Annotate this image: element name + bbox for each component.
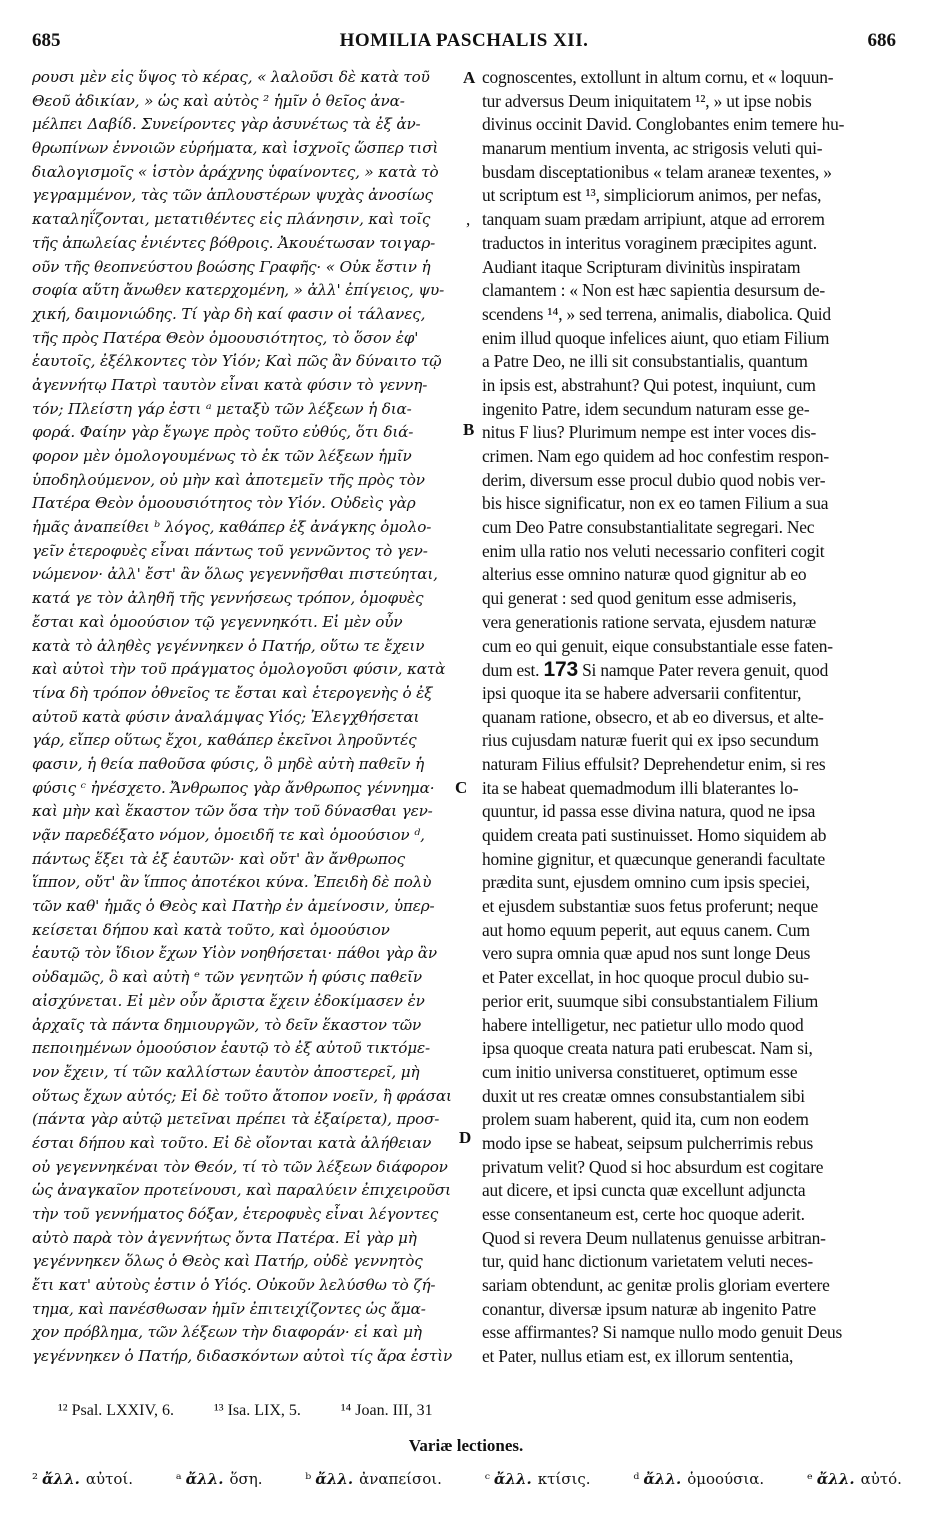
greek-line: αὐτὸ παρὰ τὸν ἀγεννήτως ὄντα Πατέρα. Εἰ γὰρ μὴ bbox=[32, 1228, 417, 1247]
latin-line: Quod si revera Deum nullatenus genuisse arbitran- bbox=[482, 1227, 826, 1248]
latin-line: alterius esse omnino naturæ quod gignitur ab eo bbox=[482, 564, 807, 585]
running-title: HOMILIA PASCHALIS XII. bbox=[339, 30, 589, 51]
variant-sigil: ᶜ bbox=[484, 1470, 490, 1488]
greek-line: ἀρχαῖς τὰ πάντα δημιουργῶν, τὸ δεῖν ἕκαστον τῶν bbox=[32, 1015, 422, 1034]
greek-line: σοφία αὕτη ἄνωθεν κατερχομένη, » ἀλλ' ἐπίγειος, ψυ- bbox=[32, 281, 445, 300]
greek-line: νον ἔχειν, τί τῶν καλλίστων ἑαυτὸν ἀποστερεῖ, μὴ bbox=[32, 1062, 420, 1081]
greek-line: νώμενον· ἀλλ' ἔστ' ἂν ὅλως γεγεννῆσθαι πιστεύηται, bbox=[32, 565, 438, 584]
latin-line: perior erit, suumque sibi consubstantialem Filium bbox=[482, 990, 819, 1011]
greek-line: τῶν καθ' ἡμᾶς ὁ Θεὸς καὶ Πατὴρ ἐν ἀμείνοσιν, ὑπερ- bbox=[32, 897, 435, 916]
latin-line: tur adversus Deum iniquitatem ¹², » ut ipse nobis bbox=[482, 90, 812, 111]
latin-line: cognoscentes, extollunt in altum cornu, et « loquun- bbox=[482, 67, 834, 87]
latin-line: privatum velit? Quod si hoc absurdum est cogitare bbox=[482, 1156, 824, 1177]
greek-line: ἔσται καὶ ὁμοούσιον τῷ γεγεννηκότι. Εἰ μὲν οὖν bbox=[32, 612, 403, 631]
variant-reading bbox=[807, 1470, 902, 1488]
variant-abbrev: ἄλλ. bbox=[643, 1470, 682, 1488]
greek-line: ἡμᾶς ἀναπείθει ᵇ λόγος, καθάπερ ἐξ ἀνάγκης ὁμολο- bbox=[32, 518, 432, 537]
latin-line: in ipsis est, abstrahunt? Qui potest, inquiunt, cum bbox=[482, 374, 816, 395]
latin-line: scendens ¹⁴, » sed terrena, animalis, diabolica. Quid bbox=[482, 303, 831, 324]
greek-line: φορά. Φαίην γὰρ ἔγωγε πρὸς τοῦτο εὐθύς, ὅτι διά- bbox=[32, 423, 414, 442]
latin-line: naturam Filius effulsit? Deprehendetur enim, si res bbox=[482, 753, 826, 774]
latin-line: bis hisce significatur, non ex eo tamen Filium a sua bbox=[482, 493, 829, 514]
latin-line: enim illud quoque infelices aiunt, quo etiam Filium bbox=[482, 327, 830, 348]
footnote-13: ¹³ Isa. LIX, 5. bbox=[213, 1402, 301, 1419]
column-number: 173 bbox=[543, 658, 578, 682]
latin-line: enim ulla ratio nos veluti necessario confiteri cogit bbox=[482, 540, 825, 561]
variant-readings bbox=[32, 1470, 902, 1488]
latin-line: quidem creata pati sustinuisset. Homo siquidem ab bbox=[482, 825, 827, 845]
latin-line: a Patre Deo, ne illi sit consubstantialis, quantum bbox=[482, 351, 808, 372]
footnote-14: ¹⁴ Joan. III, 31 bbox=[340, 1402, 433, 1419]
latin-line: aut dicere, et ipsi cuncta quæ excellunt adjuncta bbox=[482, 1180, 806, 1201]
greek-line: ἀγεννήτῳ Πατρὶ ταυτὸν εἶναι κατὰ φύσιν τὸ γεννη- bbox=[32, 375, 428, 394]
section-marker-c: C bbox=[455, 778, 468, 797]
latin-line: vera generationis ratione servata, ejusdem naturæ bbox=[482, 611, 817, 632]
variant-sigil: ² bbox=[32, 1470, 39, 1488]
latin-line: traductos in interitus voraginem præcipites agunt. bbox=[482, 232, 817, 253]
latin-line: prolem suam haberent, quid ita, cum non eodem bbox=[482, 1109, 809, 1130]
greek-line: τόν; Πλείστη γάρ ἐστι ᵃ μεταξὺ τῶν λέξεων ἡ δια- bbox=[32, 399, 412, 418]
page-number-right: 686 bbox=[867, 30, 896, 51]
latin-line bbox=[482, 658, 828, 682]
greek-line: πάντως ἕξει τὰ ἐξ ἑαυτῶν· καὶ οὔτ' ἂν ἄνθρωπος bbox=[32, 849, 405, 868]
greek-line: (πάντα γὰρ αὐτῷ μετεῖναι πρέπει τὰ ἐξαίρετα), προσ- bbox=[32, 1110, 440, 1129]
greek-line: διαλογισμοῖς « ἱστὸν ἀράχνης ὑφαίνοντες, » κατὰ τὸ bbox=[32, 162, 439, 181]
latin-line: tanquam suam prædam arripiunt, atque ad errorem bbox=[482, 209, 825, 230]
variant-reading bbox=[176, 1470, 263, 1488]
latin-line: nitus F lius? Plurimum nempe est inter voces dis- bbox=[482, 422, 817, 443]
latin-line: cum eo qui genuit, eique consubstantiale esse faten- bbox=[482, 635, 833, 656]
latin-line: quanam ratione, obsecro, et ab eo diversus, et alte- bbox=[482, 706, 824, 727]
latin-line: tur, quid hanc dictionum varietatem veluti neces- bbox=[482, 1251, 813, 1272]
greek-line: οὐ γεγεννηκέναι τὸν Θεόν, τί τὸ τῶν λέξεων διάφορον bbox=[32, 1157, 448, 1176]
greek-line: ὑποδηλούμενον, οὐ μὴν καὶ ἀποτεμεῖν τῆς πρὸς τὸν bbox=[32, 470, 425, 489]
greek-line: τὴν τοῦ γεννήματος δόξαν, ἑτεροφυὲς εἶναι λέγοντες bbox=[32, 1205, 439, 1223]
greek-line: γεῖν ἑτεροφυὲς εἶναι πάντως τοῦ γεννῶντος τὸ γεν- bbox=[32, 541, 428, 560]
footnote-12: ¹² Psal. LXXIV, 6. bbox=[58, 1402, 174, 1419]
latin-line: qui generat : sed quod genitum esse admiseris, bbox=[482, 588, 797, 609]
latin-line: homine gignitur, et quæcunque generandi facultate bbox=[482, 848, 825, 869]
greek-line: θρωπίνων ἐννοιῶν εὑρήματα, καὶ ἰσχνοῖς ὥσπερ τισὶ bbox=[32, 139, 439, 158]
variant-text: ἀναπείσοι. bbox=[359, 1470, 442, 1488]
section-marker-b: B bbox=[463, 420, 475, 439]
greek-line: πεποιημένων ὁμοούσιον ἑαυτῷ τὸ ἐξ αὐτοῦ τικτόμε- bbox=[32, 1039, 430, 1058]
variant-text: αὐτό. bbox=[860, 1470, 902, 1488]
latin-line: cum Deo Patre consubstantialitate segregari. Nec bbox=[482, 517, 815, 538]
variant-text: κτίσις. bbox=[537, 1470, 591, 1488]
greek-line: ὡς ἀναγκαῖον προτείνουσι, καὶ παραλύειν ἐπιχειροῦσι bbox=[32, 1181, 451, 1200]
latin-line: clamantem : « Non est hæc sapientia desursum de- bbox=[482, 280, 825, 301]
variant-sigil: ᵃ bbox=[175, 1470, 182, 1488]
greek-text-column bbox=[32, 66, 462, 1369]
latin-line: crimen. Nam ego quidem ad hoc confestim respon- bbox=[482, 446, 829, 466]
latin-line: prædita sunt, ejusdem omnino cum ipsis speciei, bbox=[482, 872, 810, 893]
variant-abbrev: ἄλλ. bbox=[493, 1470, 532, 1488]
latin-text-column bbox=[482, 66, 898, 1369]
latin-line: ut scriptum est ¹³, simpliciorum animos, per nefas, bbox=[482, 185, 822, 206]
latin-line: Audiant itaque Scripturam divinitùs inspiratam bbox=[482, 256, 801, 277]
greek-line: καταληΐζονται, μετατιθέντες εἰς πλάνησιν, καὶ τοῖς bbox=[32, 210, 431, 229]
variant-sigil: ᵉ bbox=[806, 1470, 813, 1488]
greek-line: ρουσι μὲν εἰς ὕψος τὸ κέρας, « λαλοῦσι δὲ κατὰ τοῦ bbox=[32, 68, 430, 86]
variant-abbrev: ἄλλ. bbox=[42, 1470, 80, 1488]
greek-line: τῆς πρὸς Πατέρα Θεὸν ὁμοουσιότητος, τὸ ὅσον ἐφ' bbox=[32, 328, 419, 347]
latin-line: ipsi quoque ita se habere adversarii confitentur, bbox=[482, 682, 802, 703]
latin-line: ipsa quoque creata natura pati erubescat. Nam si, bbox=[482, 1038, 813, 1059]
variant-reading bbox=[633, 1470, 764, 1488]
greek-line: γεγέννηκεν ὅλως ὁ Θεὸς καὶ Πατήρ, οὐδὲ γεννητὸς bbox=[32, 1252, 423, 1271]
latin-line: ingenito Patre, idem secundum naturam esse ge- bbox=[482, 398, 810, 419]
latin-line: divinus occinit David. Conglobantes enim temere hu- bbox=[482, 114, 845, 135]
greek-line: νᾷν παρεδέξατο νόμον, ὁμοειδῆ τε καὶ ὁμοούσιον ᵈ, bbox=[32, 826, 425, 844]
greek-line: ἵππον, οὔτ' ἂν ἵππος ἀποτέκοι κύνα. Ἐπειδὴ δὲ πολὺ bbox=[32, 873, 432, 892]
greek-line: αἰσχύνεται. Εἰ μὲν οὖν ἄριστα ἔχειν ἐδοκίμασεν ἐν bbox=[32, 991, 425, 1010]
latin-line: busdam disceptationibus « telam araneæ texentes, » bbox=[482, 161, 832, 182]
latin-line: quuntur, id passa esse divina natura, quod ne ipsa bbox=[482, 801, 816, 822]
greek-line: κατὰ τὸ ἀληθὲς γεγέννηκεν ὁ Πατήρ, οὕτω τε ἔχειν bbox=[32, 636, 425, 655]
section-marker-d: D bbox=[459, 1128, 472, 1147]
latin-line: esse affirmantes? Si namque nullo modo genuit Deus bbox=[482, 1322, 843, 1343]
variant-abbrev: ἄλλ. bbox=[816, 1470, 855, 1488]
latin-line: modo ipse se habeat, seipsum pulcherrimis rebus bbox=[482, 1132, 814, 1153]
section-marker-a: A bbox=[463, 68, 476, 87]
variant-sigil: ᵇ bbox=[305, 1470, 312, 1488]
latin-line-part: dum est. bbox=[482, 660, 544, 681]
greek-line: Πατέρα Θεὸν ὁμοουσιότητος τὸν Υἱόν. Οὐδεὶς γὰρ bbox=[32, 494, 416, 513]
page-header bbox=[32, 30, 896, 58]
latin-line: duxit ut res creatæ omnes consubstantialem sibi bbox=[482, 1085, 805, 1106]
greek-line: τίνα δὴ τρόπον ὀθνεῖος τε ἔσται καὶ ἑτερογενὴς ὁ ἐξ bbox=[32, 683, 433, 702]
variant-reading bbox=[485, 1470, 591, 1488]
page-number-left: 685 bbox=[32, 30, 61, 51]
variant-text: ὁμοούσια. bbox=[687, 1470, 765, 1488]
latin-line: cum initio universa constitueret, optimum esse bbox=[482, 1061, 798, 1082]
latin-line: vero supra omnia quæ apud nos sunt longe Deus bbox=[482, 943, 811, 964]
latin-line: aut homo equum peperit, aut equus canem. Cum bbox=[482, 919, 810, 940]
latin-line: habere intelligetur, nec patietur ullo modo quod bbox=[482, 1014, 804, 1035]
footnotes bbox=[58, 1402, 878, 1420]
greek-line: φύσις ᶜ ἠνέσχετο. Ἄνθρωπος γὰρ ἄνθρωπος γέννημα· bbox=[32, 778, 435, 797]
latin-line: conantur, diversæ ipsum naturæ ab ingenito Patre bbox=[482, 1298, 817, 1319]
latin-line: manarum mentium inventa, ac strigosis veluti qui- bbox=[482, 138, 823, 159]
latin-line: et ejusdem substantiæ suos fetus proferunt; neque bbox=[482, 896, 819, 917]
greek-line: γεγραμμένον, τὰς τῶν ἁπλουστέρων ψυχὰς ἀνοσίως bbox=[32, 186, 433, 205]
variant-reading bbox=[32, 1470, 133, 1488]
greek-line: καὶ μὴν καὶ ἕκαστον τῶν ὅσα τὴν τοῦ δύνασθαι γεν- bbox=[32, 802, 433, 821]
greek-line: καὶ αὐτοὶ τὴν τοῦ πράγματος ὁμολογοῦσι φύσιν, κατὰ bbox=[32, 660, 446, 679]
variant-abbrev: ἄλλ. bbox=[185, 1470, 224, 1488]
greek-line: αὐτοῦ κατὰ φύσιν ἀναλάμψας Υἱός; Ἐλεγχθήσεται bbox=[32, 707, 420, 726]
greek-line: Θεοῦ ἀδικίαν, » ὡς καὶ αὐτὸς ² ἡμῖν ὁ θεῖος ἀνα- bbox=[32, 91, 405, 110]
variant-text: αὐτοί. bbox=[85, 1470, 134, 1488]
greek-line: χον πρόβλημα, τῶν λέξεων τὴν διαφοράν· εἰ καὶ μὴ bbox=[32, 1323, 422, 1342]
greek-line: οὐδαμῶς, ὃ καὶ αὐτὴ ᵉ τῶν γενητῶν ἡ φύσις παθεῖν bbox=[32, 968, 422, 987]
greek-line: μέλπει Δαβίδ. Συνείροντες γὰρ ἀσυνέτως τὰ ἐξ ἀν- bbox=[32, 115, 421, 134]
latin-line-part: Si namque Pater revera genuit, quod bbox=[577, 660, 829, 681]
greek-line: χική, δαιμονιώδης. Τί γὰρ δὴ καί φασιν οἱ τάλανες, bbox=[32, 304, 426, 323]
greek-line: τῆς ἀπωλείας ἐνιέντες βόθροις. Ἀκουέτωσαν τοιγαρ- bbox=[32, 233, 436, 252]
latin-line: sariam obtendunt, ac genitæ prolis gloriam evertere bbox=[482, 1275, 830, 1296]
greek-line: ἑαυτοῖς, ἐξέλκοντες τὸν Υἱόν; Καὶ πῶς ἂν δύναιτο τῷ bbox=[32, 352, 442, 371]
latin-line: ita se habeat quemadmodum illi blaterantes lo- bbox=[482, 777, 799, 798]
variant-reading bbox=[305, 1470, 442, 1488]
variant-abbrev: ἄλλ. bbox=[315, 1470, 354, 1488]
greek-line: οῦν τῆς θεοπνεύστου βοώσης Γραφῆς· « Οὐκ ἔστιν ἡ bbox=[32, 257, 431, 276]
latin-line: rius cujusdam naturæ fuerit qui ex ipso secundum bbox=[482, 730, 819, 751]
greek-line: γάρ, εἴπερ οὕτως ἔχοι, καθάπερ ἐκεῖνοι ληροῦντές bbox=[32, 731, 417, 750]
latin-line: esse consentaneum est, certe hoc quoque aderit. bbox=[482, 1204, 805, 1224]
greek-line: φασιν, ἡ θεία παθοῦσα φύσις, ὃ μηδὲ αὐτὴ παθεῖν ἡ bbox=[32, 754, 425, 773]
greek-line: κατά γε τὸν ἀληθῆ τῆς γεννήσεως τρόπον, ὁμοφυὲς bbox=[32, 589, 424, 608]
greek-line: γεγέννηκεν ὁ Πατήρ, διδασκόντων αὐτοὶ τίς ἄρα ἐστὶν bbox=[32, 1347, 453, 1366]
greek-line: φορον μὲν ὁμολογουμένως τὸ ἐκ τῶν λέξεων ἡμῖν bbox=[32, 447, 412, 465]
greek-line: ἑαυτῷ τὸν ἴδιον ἔχων Υἱὸν νοηθήσεται· πάθοι γὰρ ἂν bbox=[32, 944, 437, 963]
greek-line: οὕτως ἔχων αὐτός; Εἰ δὲ τοῦτο ἄτοπον νοεῖν, ἢ φράσαι bbox=[32, 1086, 452, 1105]
latin-line: et Pater, nullus etiam est, ex illorum sententia, bbox=[482, 1346, 794, 1367]
variae-lectiones-heading: Variæ lectiones. bbox=[408, 1436, 524, 1455]
greek-line: τημα, καὶ πανέσθωσαν ἡμῖν ἐπιτειχίζοντες ὡς ἄμα- bbox=[32, 1299, 426, 1318]
variant-sigil: ᵈ bbox=[633, 1470, 640, 1488]
margin-comma: , bbox=[466, 210, 471, 229]
greek-line: έσται δήπου καὶ τοῦτο. Εἰ δὲ οἴονται κατὰ ἀλήθειαν bbox=[32, 1133, 432, 1152]
latin-line: derim, diversum esse procul dubio quod nobis ver- bbox=[482, 469, 826, 490]
greek-line: ἔτι κατ' αὐτοὺς ἐστιν ὁ Υἱός. Οὐκοῦν λελύσθω τὸ ζή- bbox=[32, 1276, 436, 1295]
latin-line: et Pater excellat, in hoc quoque procul dubio su- bbox=[482, 967, 809, 988]
greek-line: κείσεται δήπου καὶ κατὰ τοῦτο, καὶ ὁμοούσιον bbox=[32, 920, 390, 939]
variant-text: ὅση. bbox=[229, 1470, 263, 1488]
